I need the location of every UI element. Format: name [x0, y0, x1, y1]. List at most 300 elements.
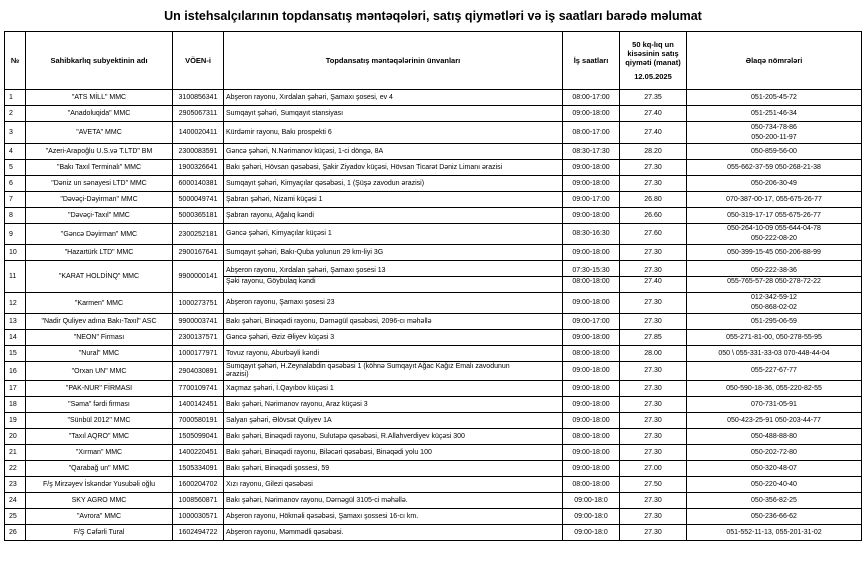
cell-hours	[563, 122, 620, 144]
cell-price	[620, 314, 687, 330]
table-row	[5, 525, 862, 541]
cell-voen: 1602494722	[173, 525, 224, 541]
cell-phones	[687, 90, 862, 106]
table-row	[5, 122, 862, 144]
cell-voen: 2900167641	[173, 245, 224, 261]
cell-entity: "Sünbül 2012" MMC	[26, 413, 173, 429]
cell-phones-line: 050-236-66-62	[751, 512, 797, 520]
cell-hours	[563, 144, 620, 160]
table-row	[5, 477, 862, 493]
cell-price	[620, 208, 687, 224]
cell-voen: 2904030891	[173, 362, 224, 381]
table-row	[5, 314, 862, 330]
cell-address-line: Sumqayıt şəhəri, Bakı-Quba yolunun 29 km-liyi 3G	[226, 248, 384, 256]
cell-address	[224, 461, 563, 477]
table-row	[5, 176, 862, 192]
cell-entity: "Taxıl AQRO" MMC	[26, 429, 173, 445]
header-price-label: 50 kq-lıq un kisəsinin satış qiyməti (manat)	[625, 40, 681, 67]
cell-phones-line: 050-734-78-86	[751, 123, 797, 131]
cell-voen: 2300083591	[173, 144, 224, 160]
cell-hours-line: 09:00-18:00	[572, 367, 610, 374]
cell-hours-line: 09:00-18:00	[572, 109, 610, 117]
cell-address-line: Salyan şəhəri, Əlövsət Quliyev 1A	[226, 416, 332, 424]
cell-no: 7	[5, 192, 26, 208]
cell-no: 2	[5, 106, 26, 122]
cell-hours	[563, 429, 620, 445]
cell-no: 4	[5, 144, 26, 160]
cell-voen: 9900003741	[173, 314, 224, 330]
cell-price	[620, 413, 687, 429]
cell-price-line: 27.30	[644, 317, 662, 325]
cell-entity: "KARAT HOLDİNQ" MMC	[26, 261, 173, 293]
cell-hours-line: 09:00-18:00	[572, 248, 610, 256]
cell-entity: "ATS MİLL" MMC	[26, 90, 173, 106]
cell-address	[224, 397, 563, 413]
cell-hours	[563, 461, 620, 477]
cell-phones	[687, 330, 862, 346]
cell-address-line: Bakı şəhəri, Nərimanov rayonu, Araz küçəsi 3	[226, 400, 368, 408]
cell-hours	[563, 176, 620, 192]
cell-phones	[687, 314, 862, 330]
table-row	[5, 261, 862, 293]
cell-phones-line: 012-342-59-12	[751, 294, 797, 301]
cell-address-line: Şəki rayonu, Göybulaq kəndi	[224, 276, 562, 287]
cell-phones	[687, 477, 862, 493]
cell-no: 22	[5, 461, 26, 477]
cell-address	[224, 477, 563, 493]
cell-price-line: 27.30	[644, 248, 662, 256]
cell-address	[224, 245, 563, 261]
table-row	[5, 90, 862, 106]
flour-outlets-table	[4, 31, 862, 541]
cell-address-line: Abşeron rayonu, Şamaxı şosesi 23	[226, 299, 335, 306]
cell-price-line: 27.30	[644, 163, 662, 171]
cell-price-line: 27.30	[644, 512, 662, 520]
cell-phones-line: 055-662-37-59 050-268-21-38	[727, 163, 821, 171]
cell-phones-line: 050 \ 055-331-33-03 070-448-44-04	[718, 349, 830, 357]
cell-phones-line: 050-399-15-45 050-206-88-99	[727, 248, 821, 256]
cell-address	[224, 525, 563, 541]
cell-price-line: 27.85	[644, 333, 662, 341]
table-row	[5, 346, 862, 362]
cell-no: 11	[5, 261, 26, 293]
cell-address-line: Bakı şəhəri, Nərimanov rayonu, Dərnəgül 3105-ci məhəllə.	[226, 496, 408, 504]
cell-phones-line: 050-423-25-91 050-203-44-77	[727, 416, 821, 424]
cell-address	[224, 330, 563, 346]
cell-hours	[563, 362, 620, 381]
cell-address	[224, 493, 563, 509]
cell-phones-line: 070-387-00-17, 055-675-26-77	[726, 195, 822, 203]
cell-no: 6	[5, 176, 26, 192]
cell-address-line: Bakı şəhəri, Binəqədi rayonu, Sulutəpə qəsəbəsi, R.Allahverdiyev küçəsi 300	[226, 432, 465, 440]
cell-address	[224, 413, 563, 429]
cell-no: 26	[5, 525, 26, 541]
cell-hours	[563, 330, 620, 346]
cell-address-line: Xızı rayonu, Gilezi qəsəbəsi	[226, 480, 313, 488]
cell-hours-line: 09:00-18:00	[572, 163, 610, 171]
cell-no: 14	[5, 330, 26, 346]
cell-hours-line: 09:00-18:0	[574, 512, 608, 520]
cell-price-line: 27.30	[644, 179, 662, 187]
cell-voen: 6000140381	[173, 176, 224, 192]
cell-phones-line: 055-271-81-00, 050-278-55-95	[726, 333, 822, 341]
cell-phones	[687, 245, 862, 261]
cell-hours-line: 08:00-18:00	[572, 432, 610, 440]
cell-address	[224, 176, 563, 192]
table-row	[5, 381, 862, 397]
table-row	[5, 144, 862, 160]
cell-no: 19	[5, 413, 26, 429]
cell-hours-line: 09:00-18:00	[572, 299, 610, 306]
cell-phones	[687, 208, 862, 224]
cell-address-line: Bakı şəhəri, Binəqədi rayonu, Biləcəri qəsəbəsi, Binəqədi yolu 100	[226, 448, 432, 456]
cell-hours	[563, 314, 620, 330]
cell-entity: "NEON" Firması	[26, 330, 173, 346]
cell-voen: 1900326641	[173, 160, 224, 176]
cell-address	[224, 429, 563, 445]
cell-address-line: Abşeron rayonu, Xırdalan şəhəri, Şamaxı şosesi 13	[226, 267, 386, 274]
cell-address-line: Sumqayıt şəhəri, H.Zeynalabdin qəsəbəsi 1 (köhnə Sumqayıt Ağac Kağız Emalı zavodunun	[226, 362, 510, 370]
cell-voen: 1400142451	[173, 397, 224, 413]
cell-no: 13	[5, 314, 26, 330]
cell-no: 21	[5, 445, 26, 461]
cell-hours-line: 09:00-18:0	[574, 496, 608, 504]
cell-hours	[563, 192, 620, 208]
cell-hours	[563, 509, 620, 525]
cell-hours	[563, 90, 620, 106]
cell-phones-line: 050-320-48-07	[751, 464, 797, 472]
cell-price-line: 27.30	[644, 384, 662, 392]
cell-phones-line: 050-220-40-40	[751, 480, 797, 488]
cell-voen: 1000273751	[173, 293, 224, 314]
cell-price-line: 27.30	[644, 416, 662, 424]
cell-price-line: 27.30	[644, 299, 662, 306]
table-row	[5, 397, 862, 413]
cell-address-line: Bakı şəhəri, Binəqədi rayonu, Dərnəgül qəsəbəsi, 2096-cı məhəllə	[226, 317, 432, 325]
cell-phones	[687, 362, 862, 381]
cell-price	[620, 106, 687, 122]
cell-price-line: 28.20	[644, 147, 662, 155]
cell-hours	[563, 413, 620, 429]
cell-hours-line: 09:00-17:00	[572, 195, 610, 203]
cell-entity: "Nural" MMC	[26, 346, 173, 362]
cell-no: 23	[5, 477, 26, 493]
cell-voen: 5000049741	[173, 192, 224, 208]
cell-no: 1	[5, 90, 26, 106]
cell-phones	[687, 224, 862, 245]
cell-no: 24	[5, 493, 26, 509]
cell-phones	[687, 413, 862, 429]
cell-address	[224, 293, 563, 314]
cell-price-line: 27.00	[644, 464, 662, 472]
cell-phones-line: 050-319-17-17 055-675-26-77	[727, 211, 821, 219]
page-title: Un istehsalçılarının topdansatış məntəqələri, satış qiymətləri və iş saatları barədə məlumat	[164, 9, 702, 23]
cell-address	[224, 144, 563, 160]
cell-hours	[563, 397, 620, 413]
cell-hours	[563, 160, 620, 176]
cell-no: 3	[5, 122, 26, 144]
cell-hours-line: 08:30-17:30	[572, 147, 610, 155]
cell-no: 25	[5, 509, 26, 525]
cell-no: 5	[5, 160, 26, 176]
cell-phones-line: 050-222-08-20	[751, 235, 797, 242]
cell-hours-line: 09:00-18:0	[574, 528, 608, 536]
table-row	[5, 362, 862, 381]
cell-price	[620, 381, 687, 397]
cell-price	[620, 122, 687, 144]
table-body	[5, 90, 862, 541]
cell-price-line: 26.60	[644, 211, 662, 219]
cell-price	[620, 445, 687, 461]
cell-phones-line: 050-202-72-80	[751, 448, 797, 456]
cell-address	[224, 362, 563, 381]
cell-voen: 2300252181	[173, 224, 224, 245]
cell-hours	[563, 208, 620, 224]
table-row	[5, 245, 862, 261]
cell-phones-line: 055-227-67-77	[751, 367, 797, 374]
cell-phones	[687, 261, 862, 293]
cell-phones	[687, 293, 862, 314]
cell-hours-line: 08:00-18:00	[572, 349, 610, 357]
cell-voen: 3100856341	[173, 90, 224, 106]
cell-address	[224, 509, 563, 525]
header-address: Topdansatış məntəqələrinin ünvanları	[224, 32, 563, 90]
cell-hours-line: 09:00-18:00	[572, 211, 610, 219]
cell-hours	[563, 293, 620, 314]
cell-address	[224, 208, 563, 224]
cell-hours	[563, 224, 620, 245]
cell-price-line: 27.35	[644, 93, 662, 101]
cell-address-line: Sumqayıt şəhəri, Sumqayıt stansiyası	[226, 109, 344, 117]
cell-no: 9	[5, 224, 26, 245]
cell-no: 16	[5, 362, 26, 381]
cell-entity: "Anadoluqida" MMC	[26, 106, 173, 122]
cell-address-line: Gəncə şəhəri, Kimyaçılar küçəsi 1	[226, 230, 332, 237]
cell-voen: 1400020411	[173, 122, 224, 144]
cell-address-line: ərazisi)	[226, 371, 249, 378]
cell-price	[620, 525, 687, 541]
cell-price-line: 27.40	[644, 128, 662, 136]
cell-address-line: Bakı şəhəri, Hövsan qəsəbəsi, Şakir Ziyadov küçəsi, Hövsan Ticarət Dəniz Limanı ərazisi	[226, 163, 503, 171]
cell-voen: 1000030571	[173, 509, 224, 525]
cell-price-line: 27.60	[644, 230, 662, 237]
cell-phones-line: 051-295-06-59	[751, 317, 797, 325]
cell-no: 15	[5, 346, 26, 362]
cell-phones	[687, 144, 862, 160]
cell-hours-line: 08:00-17:00	[572, 93, 610, 101]
cell-voen: 1505334091	[173, 461, 224, 477]
cell-phones	[687, 525, 862, 541]
cell-phones-line: 050-859-56-00	[751, 147, 797, 155]
cell-price-line: 27.40	[644, 109, 662, 117]
cell-address	[224, 346, 563, 362]
cell-price	[620, 477, 687, 493]
cell-entity: "Dəniz un sənayesi LTD" MMC	[26, 176, 173, 192]
cell-hours	[563, 525, 620, 541]
cell-phones	[687, 106, 862, 122]
cell-hours	[563, 245, 620, 261]
cell-hours-line: 07:30-15:30	[572, 267, 610, 274]
cell-phones	[687, 509, 862, 525]
cell-phones-line: 055-765-57-28 050-278-72-22	[687, 276, 861, 287]
cell-price	[620, 176, 687, 192]
cell-address	[224, 261, 563, 293]
cell-address-line: Şabran şəhəri, Nizami küçəsi 1	[226, 195, 323, 203]
cell-price	[620, 192, 687, 208]
table-row	[5, 413, 862, 429]
cell-address-line: Gəncə şəhəri, N.Nərimanov küçəsi, 1-ci döngə, 8A	[226, 147, 384, 155]
cell-entity: "Səma" fərdi firması	[26, 397, 173, 413]
cell-price-line: 27.30	[644, 448, 662, 456]
cell-price	[620, 224, 687, 245]
cell-entity: "PAK-NUR" FİRMASI	[26, 381, 173, 397]
cell-price-line: 27.40	[620, 276, 686, 287]
cell-phones	[687, 346, 862, 362]
cell-entity: F/ş Mirzəyev İskəndər Yusubəli oğlu	[26, 477, 173, 493]
cell-address	[224, 224, 563, 245]
cell-address-line: Abşeron rayonu, Məmmədli qəsəbəsi.	[226, 528, 344, 536]
table-row	[5, 208, 862, 224]
cell-price	[620, 346, 687, 362]
cell-price	[620, 90, 687, 106]
cell-entity: "Nadir Quliyev adına Bakı-Taxıl" ASC	[26, 314, 173, 330]
table-row	[5, 461, 862, 477]
cell-price-line: 27.30	[644, 432, 662, 440]
header-no: №	[5, 32, 26, 90]
cell-hours-line: 09:00-18:00	[572, 179, 610, 187]
cell-entity: "Karmen" MMC	[26, 293, 173, 314]
cell-voen: 1000177971	[173, 346, 224, 362]
cell-entity: SKY AGRO MMC	[26, 493, 173, 509]
cell-price-line: 27.30	[644, 367, 662, 374]
cell-no: 20	[5, 429, 26, 445]
header-voen: VÖEN-i	[173, 32, 224, 90]
cell-address-line: Xaçmaz şəhəri, İ.Qayıbov küçəsi 1	[226, 384, 334, 392]
cell-hours	[563, 477, 620, 493]
cell-hours	[563, 445, 620, 461]
cell-phones-line: 050-200-11-97	[751, 133, 797, 141]
cell-phones-line: 050-222-38-36	[751, 267, 797, 274]
cell-hours-line: 09:00-18:00	[572, 384, 610, 392]
cell-price	[620, 429, 687, 445]
cell-phones-line: 051-251-46-34	[751, 109, 797, 117]
header-entity: Sahibkarlıq subyektinin adı	[26, 32, 173, 90]
cell-price	[620, 493, 687, 509]
table-header-row	[5, 32, 862, 90]
cell-no: 12	[5, 293, 26, 314]
cell-voen: 2300137571	[173, 330, 224, 346]
cell-entity: "Bakı Taxıl Terminalı" MMC	[26, 160, 173, 176]
cell-entity: "Azeri-Arapoğlu U.S.və T.LTD" BM	[26, 144, 173, 160]
table-row	[5, 330, 862, 346]
cell-hours-line: 09:00-18:00	[572, 400, 610, 408]
table-row	[5, 445, 862, 461]
cell-address	[224, 90, 563, 106]
cell-address	[224, 445, 563, 461]
cell-address-line: Bakı şəhəri, Binəqədi şossesi, 59	[226, 464, 330, 472]
cell-hours-line: 08:00-18:00	[563, 276, 619, 287]
cell-address	[224, 192, 563, 208]
cell-phones	[687, 160, 862, 176]
cell-hours-line: 09:00-18:00	[572, 448, 610, 456]
cell-voen: 5000365181	[173, 208, 224, 224]
cell-hours	[563, 381, 620, 397]
header-price-date: 12.05.2025	[634, 72, 672, 81]
cell-phones-line: 051-552-11-13, 055-201-31-02	[726, 528, 822, 536]
cell-price	[620, 397, 687, 413]
cell-phones-line: 050-488-88-80	[751, 432, 797, 440]
cell-address-line: Abşeron rayonu, Xırdalan şəhəri, Şamaxı şosesi, ev 4	[226, 93, 393, 101]
table-row	[5, 224, 862, 245]
cell-phones	[687, 176, 862, 192]
cell-phones-line: 050-356-82-25	[751, 496, 797, 504]
cell-price	[620, 160, 687, 176]
table-row	[5, 429, 862, 445]
cell-entity: "Orxan UN" MMC	[26, 362, 173, 381]
cell-price-line: 28.00	[644, 349, 662, 357]
cell-phones-line: 070-731-05-91	[751, 400, 797, 408]
cell-hours	[563, 106, 620, 122]
cell-price-line: 27.30	[644, 528, 662, 536]
cell-address	[224, 314, 563, 330]
cell-price	[620, 293, 687, 314]
cell-price	[620, 461, 687, 477]
cell-price	[620, 330, 687, 346]
cell-phones-line: 050-264-10-09 055-644-04-78	[727, 225, 821, 232]
cell-phones-line: 050-590-18-36, 055-220-82-55	[726, 384, 822, 392]
cell-hours	[563, 346, 620, 362]
cell-entity: "Avrora" MMC	[26, 509, 173, 525]
cell-hours	[563, 493, 620, 509]
cell-price	[620, 245, 687, 261]
table-row	[5, 192, 862, 208]
cell-hours-line: 08:30-16:30	[572, 230, 610, 237]
cell-hours-line: 09:00-17:00	[572, 317, 610, 325]
cell-entity: "Dəvəçi-Dəyirman" MMC	[26, 192, 173, 208]
header-phones: Əlaqə nömrələri	[687, 32, 862, 90]
cell-phones	[687, 381, 862, 397]
cell-hours	[563, 261, 620, 293]
cell-address	[224, 160, 563, 176]
cell-address	[224, 122, 563, 144]
cell-address	[224, 381, 563, 397]
table-row	[5, 493, 862, 509]
cell-hours-line: 09:00-18:00	[572, 333, 610, 341]
cell-price-line: 26.80	[644, 195, 662, 203]
cell-voen: 1600204702	[173, 477, 224, 493]
cell-phones-line: 050-868-02-02	[751, 304, 797, 311]
cell-price-line: 27.30	[644, 400, 662, 408]
cell-phones	[687, 397, 862, 413]
cell-price-line: 27.30	[644, 267, 662, 274]
cell-no: 10	[5, 245, 26, 261]
cell-price-line: 27.30	[644, 496, 662, 504]
cell-address-line: Kürdəmir rayonu, Bakı prospekti 6	[226, 128, 332, 136]
cell-voen: 2905067311	[173, 106, 224, 122]
cell-hours-line: 08:00-18:00	[572, 480, 610, 488]
cell-phones	[687, 493, 862, 509]
header-hours: İş saatları	[563, 32, 620, 90]
cell-voen: 1008560871	[173, 493, 224, 509]
cell-voen: 1400220451	[173, 445, 224, 461]
cell-phones	[687, 122, 862, 144]
cell-entity: "Dəvəçi-Taxıl" MMC	[26, 208, 173, 224]
table-row	[5, 509, 862, 525]
cell-address-line: Şabran rayonu, Ağalıq kəndi	[226, 211, 314, 219]
cell-hours-line: 09:00-18:00	[572, 464, 610, 472]
cell-phones	[687, 461, 862, 477]
cell-address-line: Gəncə şəhəri, Əziz Əliyev küçəsi 3	[226, 333, 335, 341]
